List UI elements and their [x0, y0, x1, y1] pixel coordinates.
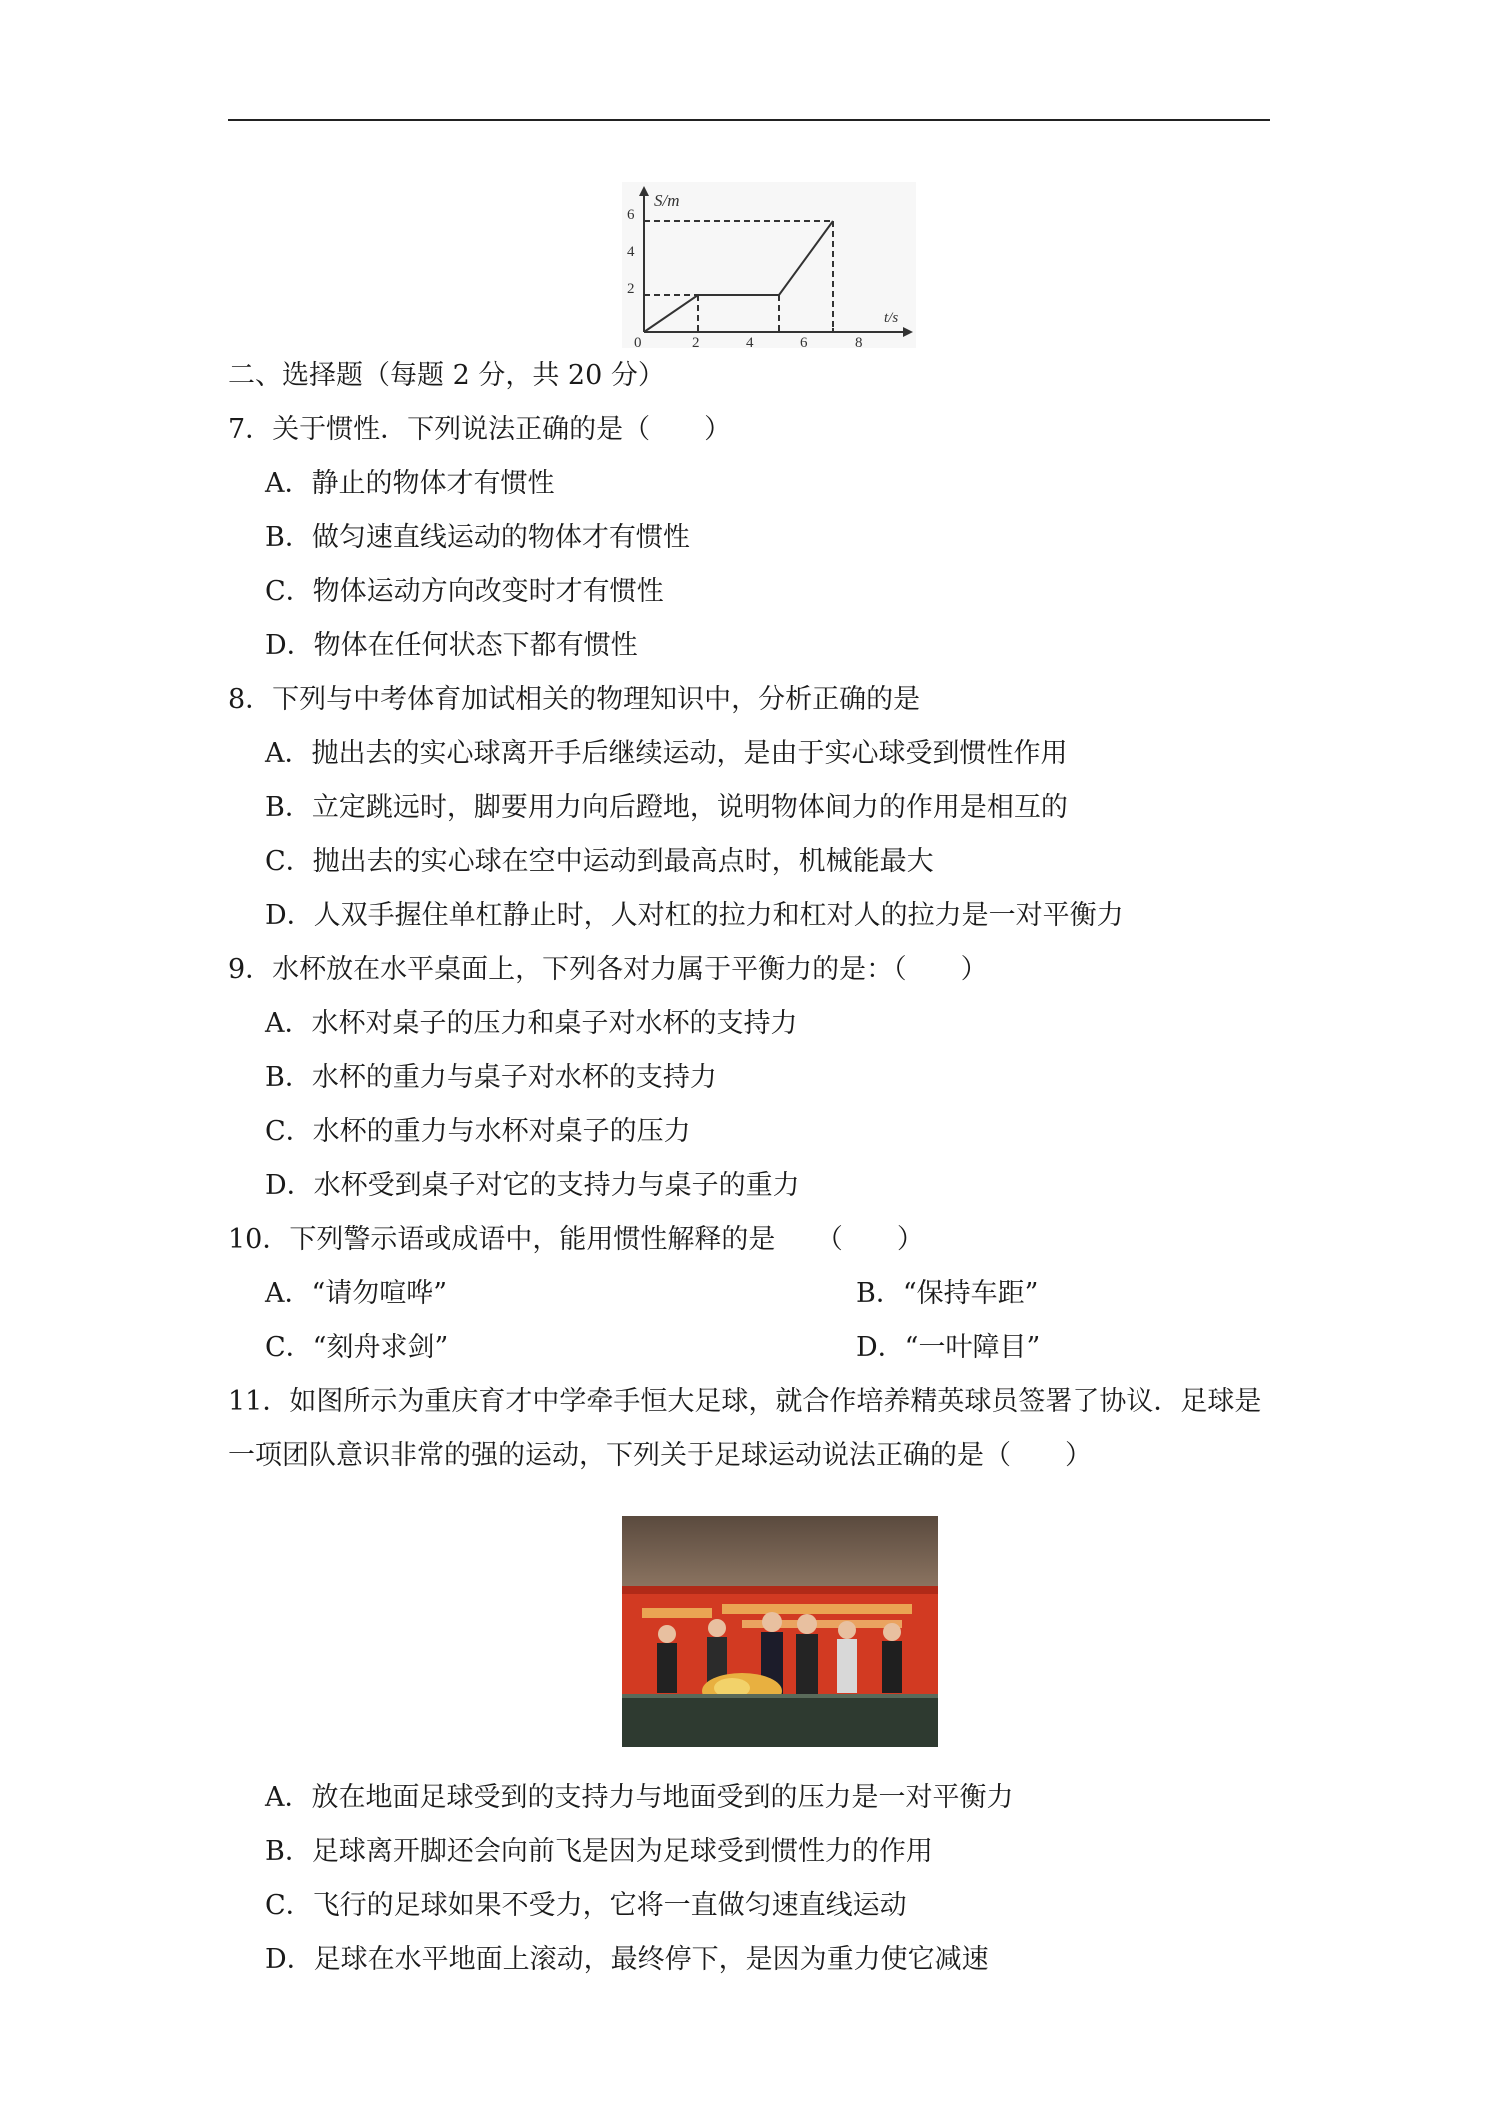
q8-option-c[interactable]: C．抛出去的实心球在空中运动到最高点时，机械能最大: [265, 846, 934, 877]
q11-option-d[interactable]: D．足球在水平地面上滚动，最终停下，是因为重力使它减速: [265, 1944, 989, 1975]
q9-option-b[interactable]: B．水杯的重力与桌子对水杯的支持力: [265, 1062, 717, 1093]
q7-option-b[interactable]: B．做匀速直线运动的物体才有惯性: [265, 522, 690, 553]
signing-ceremony-photo: [622, 1516, 938, 1747]
graph-distance-line: [644, 221, 833, 332]
q11-stem-line1: 11．如图所示为重庆育才中学牵手恒大足球，就合作培养精英球员签署了协议．足球是: [228, 1386, 1262, 1417]
y-tick-4: 4: [627, 244, 635, 260]
distance-time-graph: [622, 182, 916, 348]
section-heading: 二、选择题（每题 2 分，共 20 分）: [228, 360, 665, 391]
q10-stem: 10．下列警示语或成语中，能用惯性解释的是 （ ）: [228, 1224, 924, 1255]
q10-option-a[interactable]: A．“请勿喧哗”: [265, 1278, 448, 1309]
x-tick-6: 6: [800, 335, 808, 348]
q7-option-a[interactable]: A．静止的物体才有惯性: [265, 468, 555, 499]
q7-option-d[interactable]: D．物体在任何状态下都有惯性: [265, 630, 638, 661]
x-axis-arrow: [903, 327, 913, 337]
q9-option-a[interactable]: A．水杯对桌子的压力和桌子对水杯的支持力: [265, 1008, 798, 1039]
q10-option-d[interactable]: D．“一叶障目”: [856, 1332, 1041, 1363]
x-tick-8: 8: [855, 335, 863, 348]
q9-option-c[interactable]: C．水杯的重力与水杯对桌子的压力: [265, 1116, 691, 1147]
q7-stem: 7．关于惯性．下列说法正确的是（ ）: [228, 414, 732, 445]
y-tick-6: 6: [627, 207, 635, 223]
y-axis-arrow: [639, 186, 649, 196]
y-tick-2: 2: [627, 281, 635, 297]
q8-option-d[interactable]: D．人双手握住单杠静止时，人对杠的拉力和杠对人的拉力是一对平衡力: [265, 900, 1124, 931]
q9-stem: 9．水杯放在水平桌面上，下列各对力属于平衡力的是：（ ）: [228, 954, 988, 985]
x-tick-0: 0: [634, 335, 642, 348]
q11-option-b[interactable]: B．足球离开脚还会向前飞是因为足球受到惯性力的作用: [265, 1836, 933, 1867]
x-axis-label: t/s: [884, 310, 899, 326]
q11-option-a[interactable]: A．放在地面足球受到的支持力与地面受到的压力是一对平衡力: [265, 1782, 1014, 1813]
q8-option-a[interactable]: A．抛出去的实心球离开手后继续运动，是由于实心球受到惯性作用: [265, 738, 1068, 769]
q10-option-b[interactable]: B．“保持车距”: [856, 1278, 1039, 1309]
x-tick-4: 4: [746, 335, 754, 348]
q11-stem-line2: 一项团队意识非常的强的运动，下列关于足球运动说法正确的是（ ）: [228, 1440, 1092, 1471]
photo-illustration: [622, 1516, 938, 1747]
q8-stem: 8．下列与中考体育加试相关的物理知识中，分析正确的是: [228, 684, 921, 715]
q10-option-c[interactable]: C．“刻舟求剑”: [265, 1332, 449, 1363]
q11-option-c[interactable]: C．飞行的足球如果不受力，它将一直做匀速直线运动: [265, 1890, 907, 1921]
q7-option-c[interactable]: C．物体运动方向改变时才有惯性: [265, 576, 664, 607]
graph-svg: [622, 182, 916, 348]
header-rule: [228, 119, 1270, 121]
q9-option-d[interactable]: D．水杯受到桌子对它的支持力与桌子的重力: [265, 1170, 800, 1201]
q8-option-b[interactable]: B．立定跳远时，脚要用力向后蹬地，说明物体间力的作用是相互的: [265, 792, 1068, 823]
y-axis-label: S/m: [654, 191, 680, 210]
x-tick-2: 2: [692, 335, 700, 348]
